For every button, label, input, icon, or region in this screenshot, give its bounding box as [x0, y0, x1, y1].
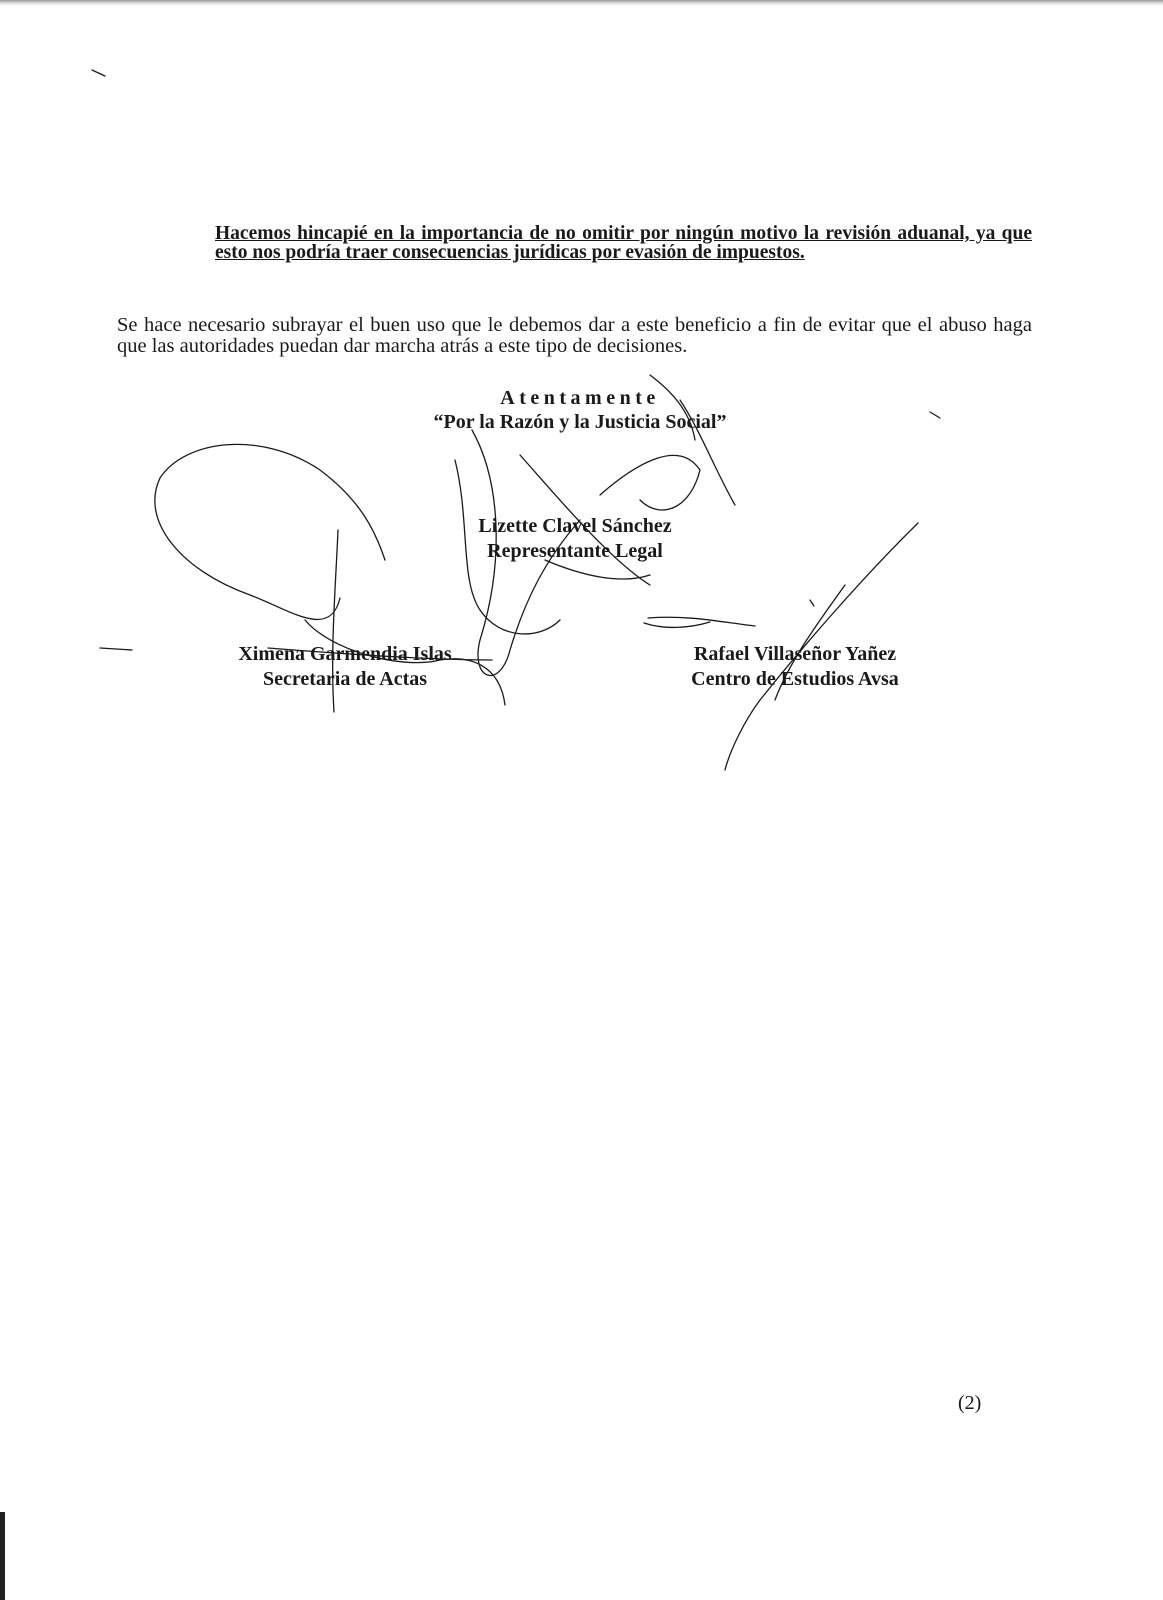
signature-block-legal-representative — [360, 514, 790, 564]
signatory-role: Secretaria de Actas — [262, 668, 428, 690]
closing-salutation: Atentamente — [500, 387, 660, 409]
signatory-role: Centro de Estudios Avsa — [691, 668, 899, 690]
closing-motto: “Por la Razón y la Justicia Social” — [433, 411, 727, 433]
signature-secretary-loop — [155, 444, 385, 619]
scan-speckle — [92, 70, 105, 76]
page-number: (2) — [958, 1392, 982, 1414]
scan-left-edge — [0, 1512, 5, 1600]
signature-block-secretary — [180, 642, 510, 692]
signatory-name: Rafael Villaseñor Yañez — [693, 643, 897, 665]
signature-legal-rep-stroke-3 — [600, 455, 700, 510]
scan-top-edge — [0, 0, 1163, 6]
signature-center-stroke-2 — [644, 622, 710, 627]
scan-speckle — [930, 412, 940, 418]
body-paragraph: Se hace necesario subrayar el buen uso que le debemos dar a este beneficio a fin de evitar que el abuso haga que las autoridades puedan dar marcha atrás a este tipo de decisiones. — [117, 314, 1032, 357]
signatory-name: Ximena Garmendia Islas — [238, 643, 452, 665]
signature-center-stroke-1 — [648, 617, 755, 626]
scan-speckle — [100, 648, 132, 650]
closing-block — [300, 386, 860, 434]
signatory-name: Lizette Clavel Sánchez — [478, 515, 672, 537]
emphasis-paragraph: Hacemos hincapié en la importancia de no omitir por ningún motivo la revisión aduanal, ya que esto nos podría traer consecuencias jurídicas por evasión de impuestos. — [215, 223, 1032, 263]
signature-block-center — [640, 642, 950, 692]
signature-center-stroke-5 — [810, 600, 814, 606]
signatory-role: Representante Legal — [487, 540, 663, 562]
